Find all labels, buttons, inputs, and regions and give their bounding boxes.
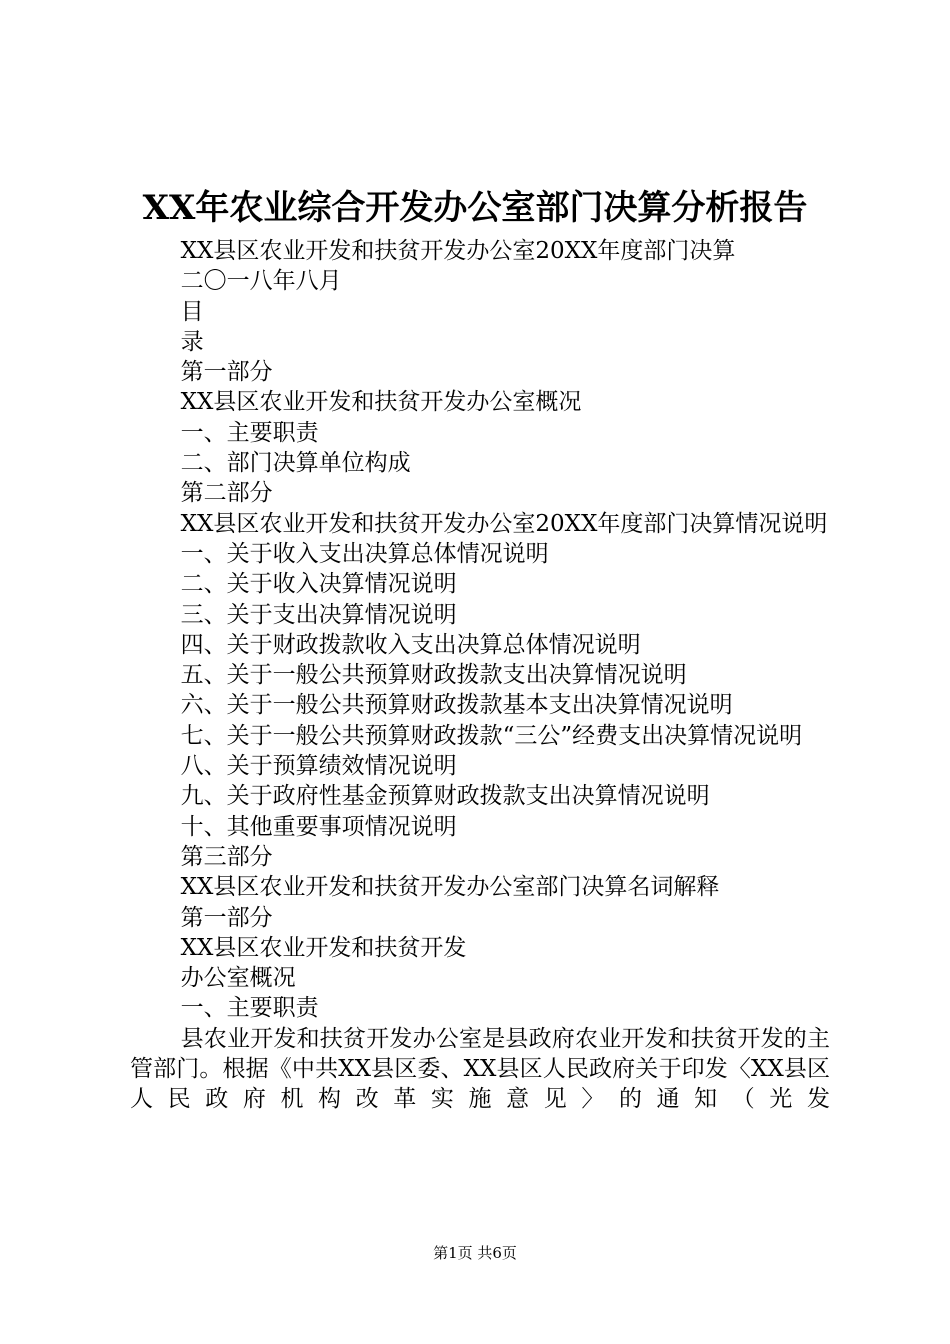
paragraph-line: 目 (180, 298, 204, 325)
toc-item: 七、关于一般公共预算财政拨款“三公”经费支出决算情况说明 (180, 722, 803, 749)
paragraph-line: 二〇一八年八月 (180, 268, 342, 295)
section-heading: 第三部分 (180, 843, 273, 870)
document-body (130, 236, 830, 1115)
toc-item: 二、部门决算单位构成 (180, 450, 411, 477)
toc-item: 三、关于支出决算情况说明 (180, 601, 457, 628)
toc-item: 八、关于预算绩效情况说明 (180, 753, 457, 780)
document-title: XX年农业综合开发办公室部门决算分析报告 (142, 188, 808, 228)
subsection-heading: 一、主要职责 (180, 995, 319, 1022)
toc-item: 六、关于一般公共预算财政拨款基本支出决算情况说明 (180, 692, 733, 719)
paragraph-line: XX县区农业开发和扶贫开发办公室部门决算名词解释 (180, 874, 720, 901)
toc-item: 九、关于政府性基金预算财政拨款支出决算情况说明 (180, 783, 710, 810)
section-heading: 第二部分 (180, 480, 273, 507)
toc-item: 五、关于一般公共预算财政拨款支出决算情况说明 (180, 662, 687, 689)
toc-item: 一、关于收入支出决算总体情况说明 (180, 540, 549, 567)
paragraph-line: 录 (180, 328, 204, 355)
section-heading: 第一部分 (180, 359, 273, 386)
toc-item: 一、主要职责 (180, 419, 319, 446)
toc-item: 四、关于财政拨款收入支出决算总体情况说明 (180, 631, 641, 658)
toc-item: 十、其他重要事项情况说明 (180, 813, 457, 840)
body-paragraph: 县农业开发和扶贫开发办公室是县政府农业开发和扶贫开发的主管部门。根据《中共XX县区委、XX县区人民政府关于印发〈XX县区人民政府机构改革实施意见〉的通知（光发 (130, 1025, 830, 1113)
paragraph-line: XX县区农业开发和扶贫开发办公室概况 (180, 389, 582, 416)
toc-item: 二、关于收入决算情况说明 (180, 571, 457, 598)
page-footer: 第1页 共6页 (433, 1244, 517, 1262)
paragraph-line: XX县区农业开发和扶贫开发 (180, 934, 467, 961)
paragraph-line: XX县区农业开发和扶贫开发办公室20XX年度部门决算 (180, 238, 736, 264)
paragraph-line: XX县区农业开发和扶贫开发办公室20XX年度部门决算情况说明 (180, 510, 828, 537)
section-heading: 第一部分 (180, 904, 273, 931)
paragraph-line: 办公室概况 (180, 965, 296, 992)
